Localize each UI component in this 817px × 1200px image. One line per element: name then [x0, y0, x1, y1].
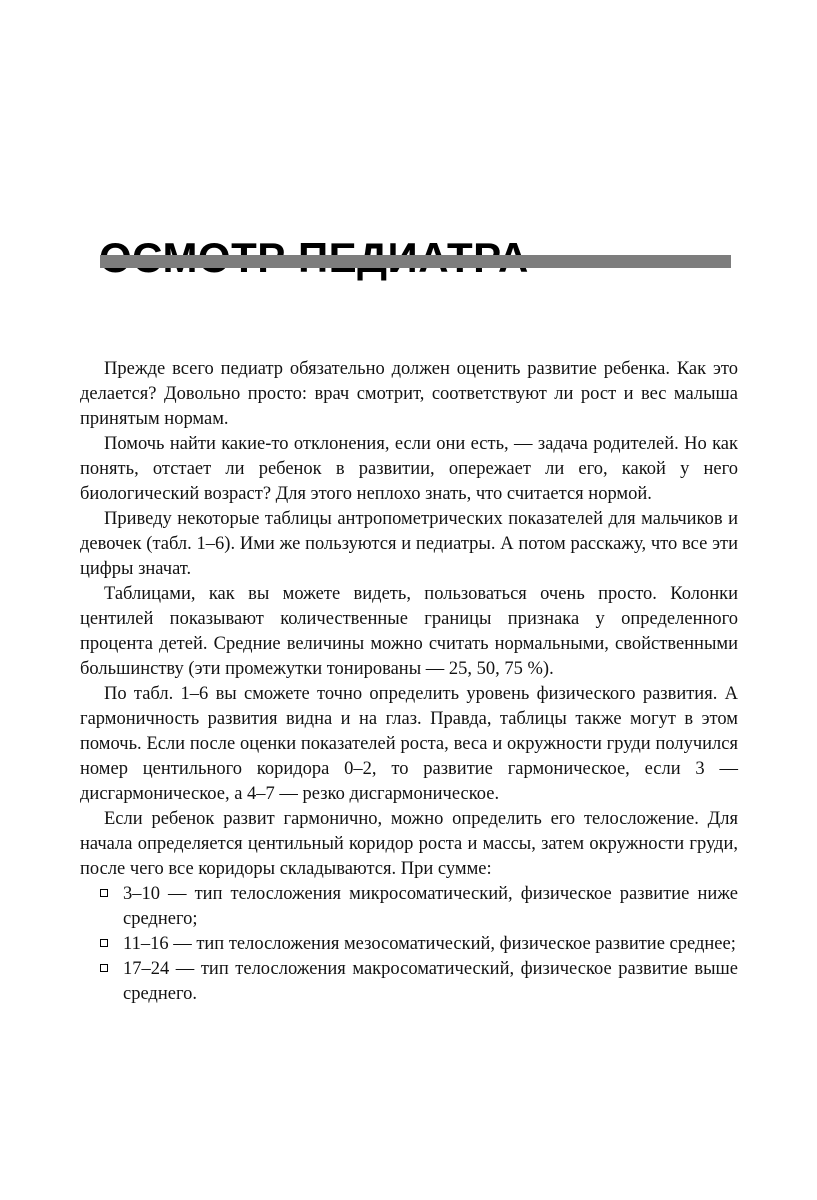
paragraph: Если ребенок развит гармонично, можно определить его телосложение. Для начала определяется центильный коридор роста и массы, затем окружности груди, после чего все коридоры складываются. При сумме: — [80, 809, 738, 879]
list-item — [100, 882, 738, 932]
paragraph: Прежде всего педиатр обязательно должен оценить развитие ребенка. Как это делается? Довольно просто: врач смотрит, соответствуют ли рост и вес малыша принятым нормам. — [80, 359, 738, 429]
paragraph: По табл. 1–6 вы сможете точно определить уровень физического развития. А гармоничность развития видна и на глаз. Правда, таблицы также могут в этом помочь. Если после оценки показателей роста, веса и окружности груди получился номер центильного коридора 0–2, то развитие гармоническое, если 3 — дисгармоническое, а 4–7 — резко дисгармоническое. — [80, 684, 738, 804]
body-type-list — [80, 882, 738, 1007]
list-item-text: 17–24 — тип телосложения макросоматический, физическое развитие выше среднего. — [123, 959, 738, 1004]
square-bullet-icon — [100, 889, 108, 897]
body-text — [80, 357, 738, 1007]
paragraph: Приведу некоторые таблицы антропометрических показателей для мальчиков и девочек (табл. 1–6). Ими же пользуются и педиатры. А потом расскажу, что все эти цифры значат. — [80, 509, 738, 579]
paragraph: Помочь найти какие-то отклонения, если они есть, — задача родителей. Но как понять, отстает ли ребенок в развитии, опережает ли его, какой у него биологический возраст? Для этого неплохо знать, что считается нормой. — [80, 434, 738, 504]
square-bullet-icon — [100, 964, 108, 972]
list-item-text: 11–16 — тип телосложения мезосоматический, физическое развитие среднее; — [123, 934, 736, 954]
list-item-text: 3–10 — тип телосложения микросоматический, физическое развитие ниже среднего; — [123, 884, 738, 929]
title-divider-bar — [100, 255, 731, 268]
list-item — [100, 932, 738, 957]
square-bullet-icon — [100, 939, 108, 947]
paragraph: Таблицами, как вы можете видеть, пользоваться очень просто. Колонки центилей показывают количественные границы признака у определенного процента детей. Средние величины можно считать нормальными, свойственными большинству (эти промежутки тонированы — 25, 50, 75 %). — [80, 584, 738, 679]
list-item — [100, 957, 738, 1007]
